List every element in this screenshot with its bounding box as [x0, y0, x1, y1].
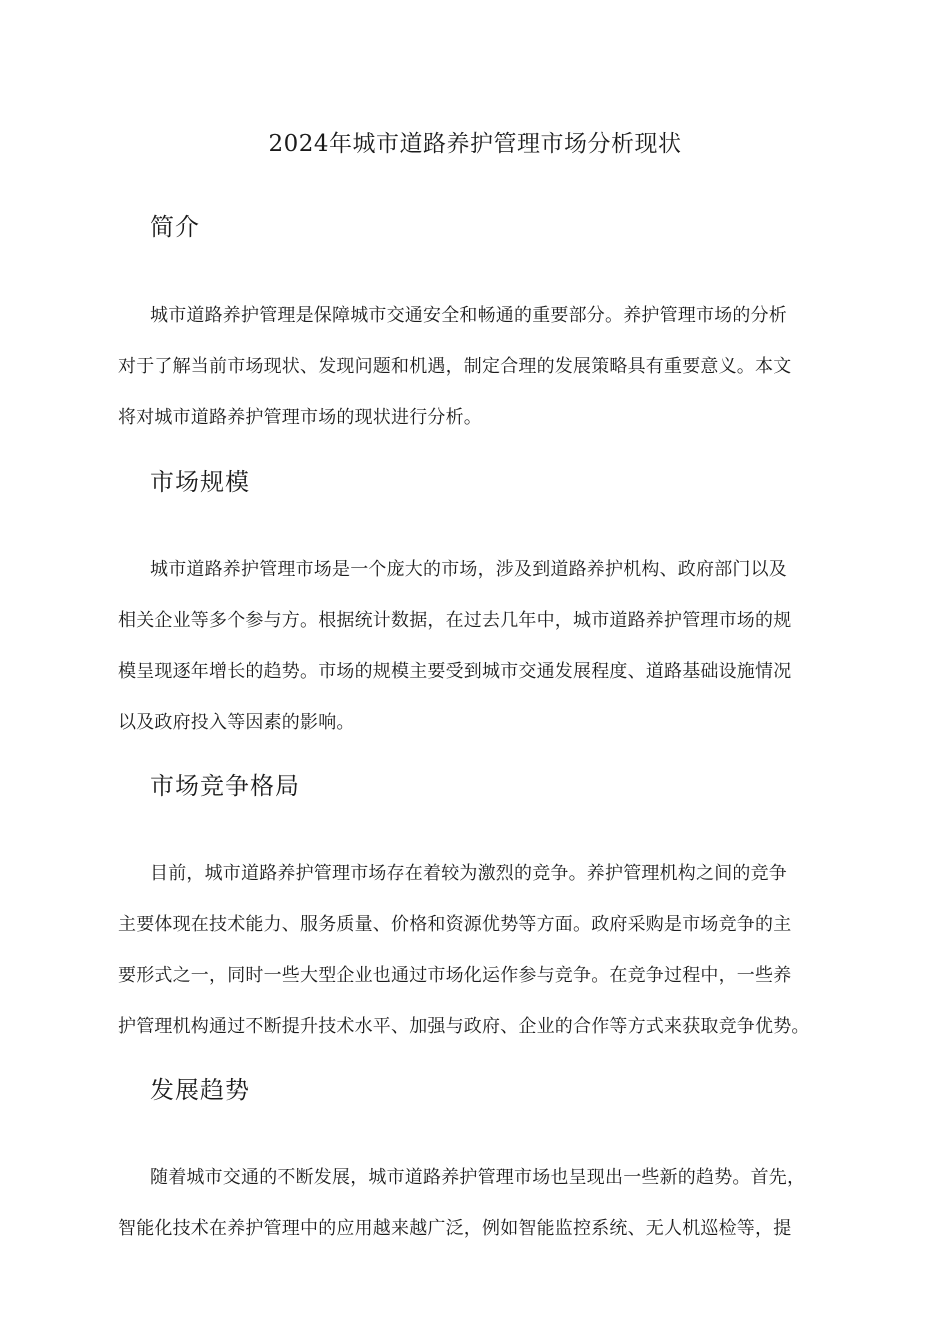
section-paragraph-market-size: [118, 544, 838, 748]
section-paragraph-trends: [118, 1152, 838, 1254]
section-heading-competition: 市场竞争格局: [150, 772, 300, 800]
paragraph-line: 要形式之一，同时一些大型企业也通过市场化运作参与竞争。在竞争过程中，一些养: [118, 965, 792, 986]
paragraph-line: 城市道路养护管理是保障城市交通安全和畅通的重要部分。养护管理市场的分析: [150, 305, 787, 326]
paragraph-line: 目前，城市道路养护管理市场存在着较为激烈的竞争。养护管理机构之间的竞争: [150, 863, 787, 884]
section-paragraph-competition: [118, 848, 838, 1052]
paragraph-line: 智能化技术在养护管理中的应用越来越广泛，例如智能监控系统、无人机巡检等，提: [118, 1218, 792, 1239]
paragraph-line: 随着城市交通的不断发展，城市道路养护管理市场也呈现出一些新的趋势。首先，: [150, 1167, 806, 1188]
paragraph-line: 将对城市道路养护管理市场的现状进行分析。: [118, 407, 482, 428]
paragraph-line: 对于了解当前市场现状、发现问题和机遇，制定合理的发展策略具有重要意义。本文: [118, 356, 792, 377]
paragraph-line: 护管理机构通过不断提升技术水平、加强与政府、企业的合作等方式来获取竞争优势。: [118, 1016, 810, 1037]
paragraph-line: 城市道路养护管理市场是一个庞大的市场，涉及到道路养护机构、政府部门以及: [150, 559, 787, 580]
document-title: 2024年城市道路养护管理市场分析现状: [268, 131, 682, 157]
section-heading-trends: 发展趋势: [150, 1076, 250, 1104]
paragraph-line: 主要体现在技术能力、服务质量、价格和资源优势等方面。政府采购是市场竞争的主: [118, 914, 792, 935]
paragraph-line: 模呈现逐年增长的趋势。市场的规模主要受到城市交通发展程度、道路基础设施情况: [118, 661, 792, 682]
section-heading-intro: 简介: [150, 213, 200, 241]
section-paragraph-intro: [118, 290, 838, 443]
paragraph-line: 相关企业等多个参与方。根据统计数据，在过去几年中，城市道路养护管理市场的规: [118, 610, 792, 631]
paragraph-line: 以及政府投入等因素的影响。: [118, 712, 355, 733]
section-heading-market-size: 市场规模: [150, 468, 250, 496]
